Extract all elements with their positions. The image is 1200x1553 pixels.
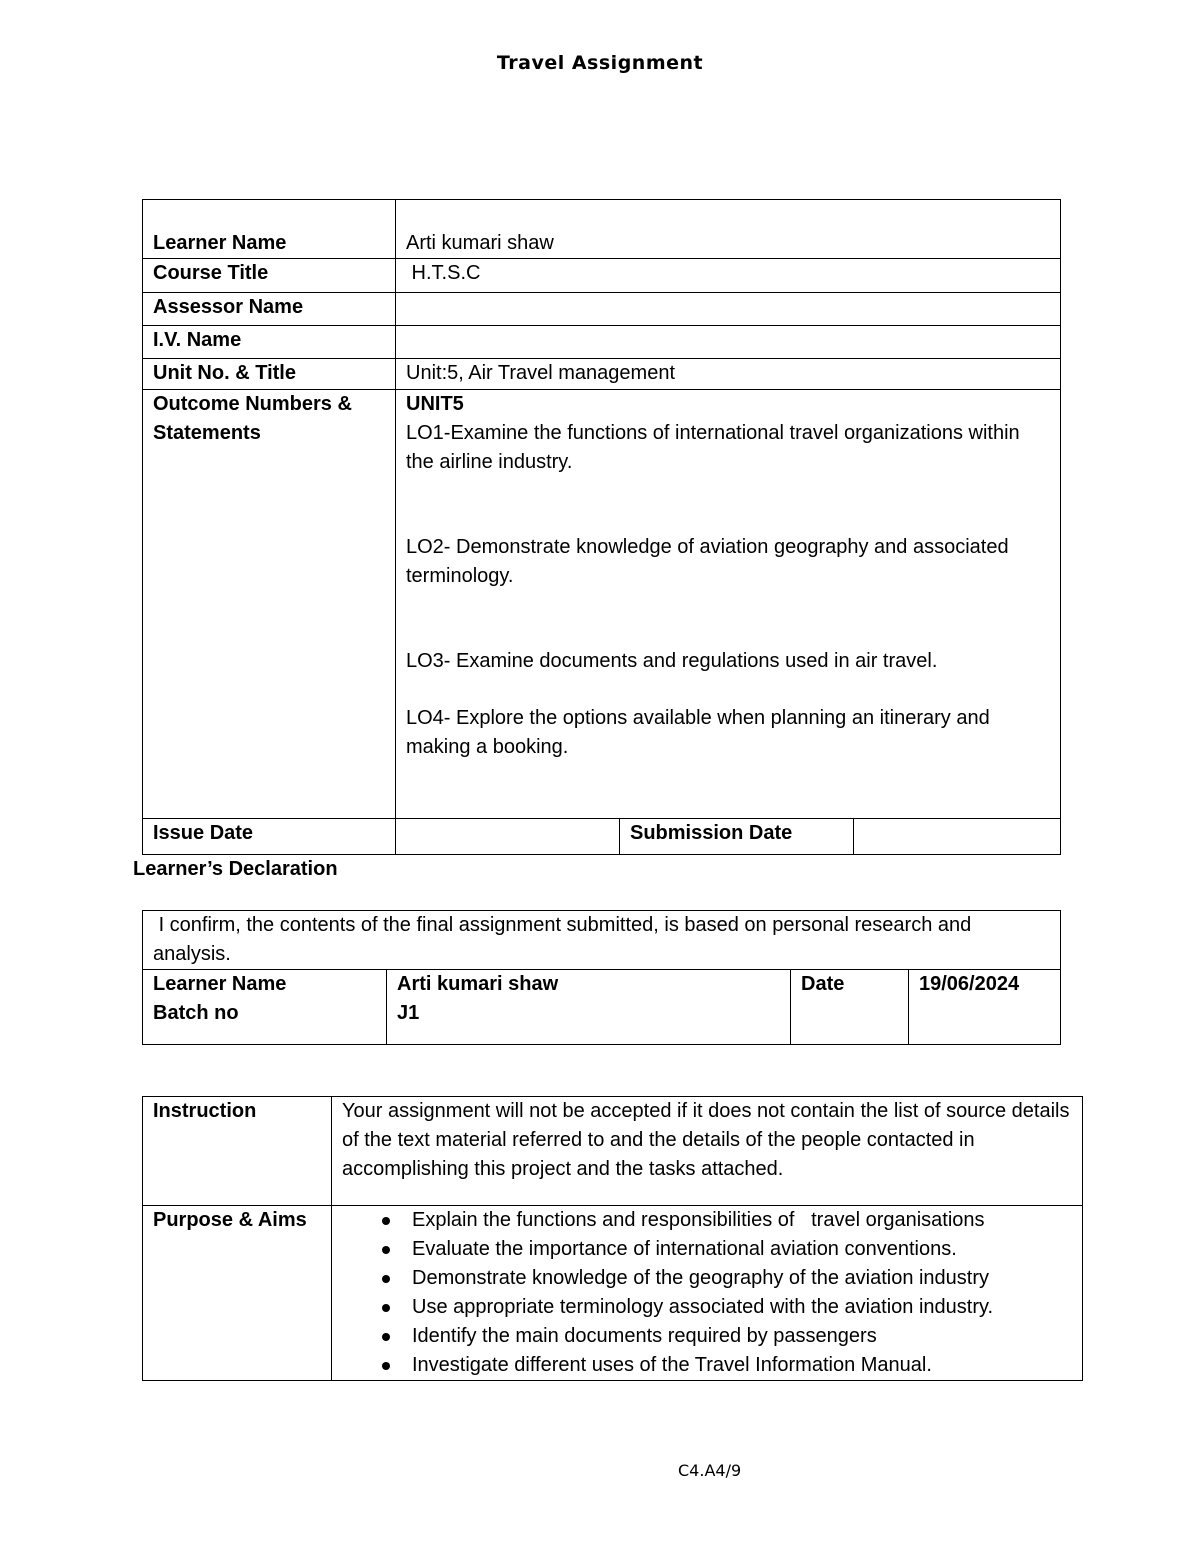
outcome-row bbox=[143, 390, 1061, 819]
iv-name-value bbox=[396, 326, 1061, 359]
submission-date-value bbox=[854, 819, 1061, 855]
declaration-learner-name-label: Learner Name bbox=[153, 973, 287, 995]
declaration-heading: Learner’s Declaration bbox=[133, 858, 338, 880]
outcome-lo4: LO4- Explore the options available when planning an itinerary and making a booking. bbox=[406, 707, 990, 758]
outcome-label-line1: Outcome Numbers & bbox=[153, 393, 352, 415]
declaration-signature-row bbox=[143, 970, 1061, 1045]
outcome-label bbox=[143, 390, 396, 819]
aim-item: Demonstrate knowledge of the geography of the aviation industry bbox=[412, 1264, 1072, 1293]
learner-name-value: Arti kumari shaw bbox=[396, 200, 1061, 259]
outcome-label-line2: Statements bbox=[153, 422, 261, 444]
course-title-value: H.T.S.C bbox=[396, 259, 1061, 293]
learner-name-row bbox=[143, 200, 1061, 259]
submission-date-label: Submission Date bbox=[620, 819, 854, 855]
purpose-label: Purpose & Aims bbox=[143, 1206, 332, 1381]
instructions-table bbox=[142, 1096, 1083, 1381]
declaration-labels bbox=[143, 970, 387, 1045]
page-title: Travel Assignment bbox=[496, 52, 704, 74]
aim-item: Evaluate the importance of international aviation conventions. bbox=[412, 1235, 1072, 1264]
iv-name-row bbox=[143, 326, 1061, 359]
assessor-name-row bbox=[143, 293, 1061, 326]
course-title-row bbox=[143, 259, 1061, 293]
purpose-row bbox=[143, 1206, 1083, 1381]
assessor-name-value bbox=[396, 293, 1061, 326]
declaration-date-value: 19/06/2024 bbox=[909, 970, 1061, 1045]
unit-row bbox=[143, 359, 1061, 390]
assignment-details-table bbox=[142, 199, 1061, 855]
declaration-values bbox=[387, 970, 791, 1045]
declaration-statement: I confirm, the contents of the final assignment submitted, is based on personal research and analysis. bbox=[143, 911, 1061, 970]
outcome-statements bbox=[396, 390, 1061, 819]
unit-label: Unit No. & Title bbox=[143, 359, 396, 390]
outcome-lo3: LO3- Examine documents and regulations used in air travel. bbox=[406, 650, 938, 672]
instruction-row bbox=[143, 1097, 1083, 1206]
footer-code: C4.A4/9 bbox=[678, 1461, 742, 1480]
issue-date-label: Issue Date bbox=[143, 819, 396, 855]
declaration-learner-name-value: Arti kumari shaw bbox=[397, 973, 559, 995]
issue-date-value bbox=[396, 819, 620, 855]
aim-item: Use appropriate terminology associated with the aviation industry. bbox=[412, 1293, 1072, 1322]
course-title-label: Course Title bbox=[143, 259, 396, 293]
purpose-aims bbox=[332, 1206, 1083, 1381]
declaration-date-label: Date bbox=[791, 970, 909, 1045]
outcome-heading: UNIT5 bbox=[406, 393, 464, 415]
iv-name-label: I.V. Name bbox=[143, 326, 396, 359]
instruction-text: Your assignment will not be accepted if it does not contain the list of source details of the text material referred to and the details of the people contacted in accomplishing this project and the tasks attached. bbox=[332, 1097, 1083, 1206]
declaration-table bbox=[142, 910, 1061, 1045]
instruction-label: Instruction bbox=[143, 1097, 332, 1206]
declaration-statement-row bbox=[143, 911, 1061, 970]
unit-value: Unit:5, Air Travel management bbox=[396, 359, 1061, 390]
aim-item: Identify the main documents required by passengers bbox=[412, 1322, 1072, 1351]
assessor-name-label: Assessor Name bbox=[143, 293, 396, 326]
aims-list bbox=[342, 1206, 1072, 1380]
outcome-lo1: LO1-Examine the functions of international travel organizations within the airline industry. bbox=[406, 422, 1020, 473]
dates-row bbox=[143, 819, 1061, 855]
declaration-batch-value: J1 bbox=[397, 1002, 420, 1024]
learner-name-label: Learner Name bbox=[143, 200, 396, 259]
aim-item: Investigate different uses of the Travel Information Manual. bbox=[412, 1351, 1072, 1380]
declaration-batch-label: Batch no bbox=[153, 1002, 239, 1024]
aim-item: Explain the functions and responsibilities of travel organisations bbox=[412, 1206, 1072, 1235]
outcome-lo2: LO2- Demonstrate knowledge of aviation geography and associated terminology. bbox=[406, 536, 1009, 587]
